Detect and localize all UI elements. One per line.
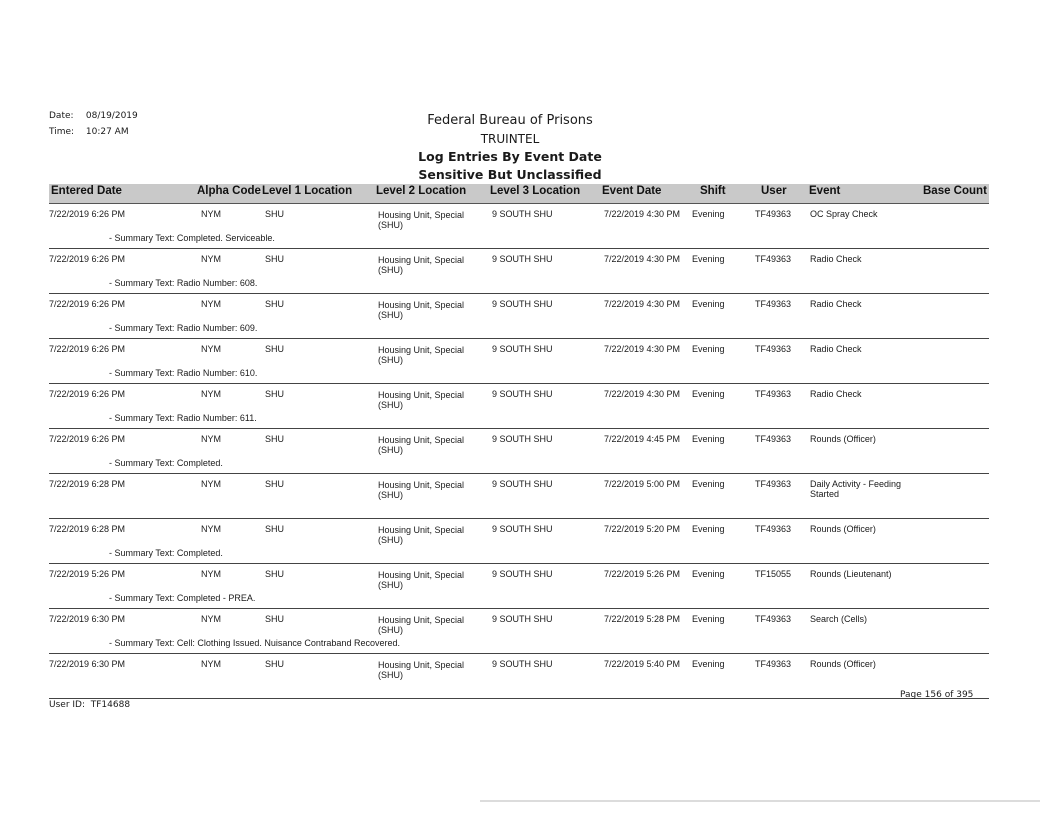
cell-level3-location: 9 SOUTH SHU xyxy=(492,209,553,219)
table-row xyxy=(49,654,989,699)
cell-entered-date: 7/22/2019 6:26 PM xyxy=(49,389,126,399)
cell-shift: Evening xyxy=(692,389,725,399)
cell-event: Radio Check xyxy=(810,254,862,264)
cell-shift: Evening xyxy=(692,479,725,489)
cell-alpha-code: NYM xyxy=(201,209,221,219)
user-id-value: TF14688 xyxy=(90,700,131,710)
row-summary-text: - Summary Text: Completed - PREA. xyxy=(109,593,256,603)
cell-event: Rounds (Officer) xyxy=(810,659,876,669)
cell-level2-location: Housing Unit, Special (SHU) xyxy=(378,615,465,635)
cell-user: TF49363 xyxy=(755,524,792,534)
cell-user: TF49363 xyxy=(755,659,792,669)
cell-alpha-code: NYM xyxy=(201,524,221,534)
cell-event-date: 7/22/2019 4:30 PM xyxy=(604,299,681,309)
table-row xyxy=(49,204,989,249)
cell-user: TF49363 xyxy=(755,344,792,354)
table-row xyxy=(49,339,989,384)
scan-artifact-line xyxy=(480,800,1040,802)
row-cells xyxy=(49,564,989,596)
cell-event-date: 7/22/2019 5:28 PM xyxy=(604,614,681,624)
row-summary-text xyxy=(49,683,989,695)
cell-level3-location: 9 SOUTH SHU xyxy=(492,389,553,399)
date-label: Date: xyxy=(49,111,74,121)
time-value: 10:27 AM xyxy=(85,127,129,137)
row-cells xyxy=(49,474,989,506)
cell-event: Rounds (Officer) xyxy=(810,524,876,534)
cell-entered-date: 7/22/2019 6:30 PM xyxy=(49,659,126,669)
cell-level2-location: Housing Unit, Special (SHU) xyxy=(378,525,465,545)
row-cells xyxy=(49,654,989,686)
cell-entered-date: 7/22/2019 6:26 PM xyxy=(49,209,126,219)
cell-alpha-code: NYM xyxy=(201,344,221,354)
user-id-label: User ID: xyxy=(49,700,85,710)
cell-event: OC Spray Check xyxy=(810,209,878,219)
cell-event: Search (Cells) xyxy=(810,614,868,624)
cell-user: TF49363 xyxy=(755,254,792,264)
cell-event-date: 7/22/2019 5:00 PM xyxy=(604,479,681,489)
cell-event: Radio Check xyxy=(810,299,862,309)
cell-level3-location: 9 SOUTH SHU xyxy=(492,344,553,354)
cell-user: TF15055 xyxy=(755,569,792,579)
row-summary-text: - Summary Text: Completed. xyxy=(109,458,223,468)
cell-alpha-code: NYM xyxy=(201,569,221,579)
col-base-count: Base Count xyxy=(923,185,987,197)
cell-level2-location: Housing Unit, Special (SHU) xyxy=(378,300,465,320)
cell-event: Rounds (Officer) xyxy=(810,434,876,444)
cell-level2-location: Housing Unit, Special (SHU) xyxy=(378,390,465,410)
cell-level1-location: SHU xyxy=(265,434,285,444)
cell-shift: Evening xyxy=(692,344,725,354)
cell-user: TF49363 xyxy=(755,479,792,489)
col-shift: Shift xyxy=(700,185,726,197)
cell-shift: Evening xyxy=(692,209,725,219)
cell-entered-date: 7/22/2019 6:28 PM xyxy=(49,479,126,489)
row-summary-text: - Summary Text: Radio Number: 610. xyxy=(109,368,258,378)
cell-level1-location: SHU xyxy=(265,209,285,219)
time-label: Time: xyxy=(49,127,75,137)
row-summary-text: - Summary Text: Radio Number: 609. xyxy=(109,323,258,333)
row-cells xyxy=(49,384,989,416)
cell-level2-location: Housing Unit, Special (SHU) xyxy=(378,570,465,590)
cell-user: TF49363 xyxy=(755,614,792,624)
table-row xyxy=(49,384,989,429)
table-row xyxy=(49,294,989,339)
cell-event-date: 7/22/2019 4:30 PM xyxy=(604,344,681,354)
cell-event-date: 7/22/2019 5:40 PM xyxy=(604,659,681,669)
row-cells xyxy=(49,339,989,371)
cell-level3-location: 9 SOUTH SHU xyxy=(492,479,553,489)
cell-event-date: 7/22/2019 4:30 PM xyxy=(604,389,681,399)
cell-level3-location: 9 SOUTH SHU xyxy=(492,614,553,624)
cell-level1-location: SHU xyxy=(265,254,285,264)
cell-entered-date: 7/22/2019 5:26 PM xyxy=(49,569,126,579)
cell-event-date: 7/22/2019 4:30 PM xyxy=(604,254,681,264)
cell-level1-location: SHU xyxy=(265,524,285,534)
cell-shift: Evening xyxy=(692,659,725,669)
cell-level3-location: 9 SOUTH SHU xyxy=(492,569,553,579)
table-row xyxy=(49,519,989,564)
cell-level1-location: SHU xyxy=(265,299,285,309)
cell-shift: Evening xyxy=(692,434,725,444)
cell-user: TF49363 xyxy=(755,299,792,309)
cell-level3-location: 9 SOUTH SHU xyxy=(492,254,553,264)
col-event-date: Event Date xyxy=(602,185,662,197)
cell-user: TF49363 xyxy=(755,209,792,219)
title-system: TRUINTEL xyxy=(480,132,540,146)
cell-alpha-code: NYM xyxy=(201,614,221,624)
row-cells xyxy=(49,429,989,461)
title-report-name: Log Entries By Event Date xyxy=(418,149,602,164)
row-summary-text: - Summary Text: Completed. xyxy=(109,548,223,558)
row-cells xyxy=(49,204,989,236)
cell-event-date: 7/22/2019 4:30 PM xyxy=(604,209,681,219)
col-entered-date: Entered Date xyxy=(51,185,122,197)
report-time xyxy=(49,127,129,137)
row-summary-text: - Summary Text: Completed. Serviceable. xyxy=(109,233,275,243)
cell-alpha-code: NYM xyxy=(201,254,221,264)
table-row xyxy=(49,249,989,294)
date-value: 08/19/2019 xyxy=(85,111,138,121)
cell-level2-location: Housing Unit, Special (SHU) xyxy=(378,435,465,455)
col-event: Event xyxy=(809,185,841,197)
table-row xyxy=(49,429,989,474)
cell-level2-location: Housing Unit, Special (SHU) xyxy=(378,255,465,275)
cell-event-date: 7/22/2019 5:26 PM xyxy=(604,569,681,579)
cell-shift: Evening xyxy=(692,254,725,264)
cell-alpha-code: NYM xyxy=(201,659,221,669)
cell-shift: Evening xyxy=(692,299,725,309)
col-user: User xyxy=(761,185,787,197)
row-summary-text: - Summary Text: Cell: Clothing Issued. Nuisance Contraband Recovered. xyxy=(109,638,400,648)
cell-entered-date: 7/22/2019 6:30 PM xyxy=(49,614,126,624)
cell-alpha-code: NYM xyxy=(201,389,221,399)
cell-user: TF49363 xyxy=(755,389,792,399)
cell-user: TF49363 xyxy=(755,434,792,444)
cell-event-date: 7/22/2019 4:45 PM xyxy=(604,434,681,444)
row-cells xyxy=(49,294,989,326)
cell-level2-location: Housing Unit, Special (SHU) xyxy=(378,345,465,365)
row-cells xyxy=(49,249,989,281)
cell-alpha-code: NYM xyxy=(201,299,221,309)
report-date xyxy=(49,111,138,121)
cell-entered-date: 7/22/2019 6:26 PM xyxy=(49,344,126,354)
cell-level1-location: SHU xyxy=(265,479,285,489)
cell-alpha-code: NYM xyxy=(201,479,221,489)
log-entries xyxy=(49,204,989,699)
table-row xyxy=(49,564,989,609)
row-summary-text: - Summary Text: Radio Number: 611. xyxy=(109,413,257,423)
col-alpha-code: Alpha Code xyxy=(197,185,261,197)
cell-level2-location: Housing Unit, Special (SHU) xyxy=(378,210,465,230)
table-header xyxy=(49,184,989,204)
cell-level1-location: SHU xyxy=(265,389,285,399)
cell-level1-location: SHU xyxy=(265,614,285,624)
title-agency: Federal Bureau of Prisons xyxy=(427,113,593,128)
row-cells xyxy=(49,519,989,551)
cell-level3-location: 9 SOUTH SHU xyxy=(492,524,553,534)
cell-event-date: 7/22/2019 5:20 PM xyxy=(604,524,681,534)
row-summary-text xyxy=(49,503,989,515)
cell-shift: Evening xyxy=(692,569,725,579)
cell-level3-location: 9 SOUTH SHU xyxy=(492,659,553,669)
cell-level2-location: Housing Unit, Special (SHU) xyxy=(378,660,465,680)
cell-alpha-code: NYM xyxy=(201,434,221,444)
footer-user-id xyxy=(49,700,130,710)
row-cells xyxy=(49,609,989,641)
col-level3-location: Level 3 Location xyxy=(490,185,581,197)
col-level2-location: Level 2 Location xyxy=(376,185,467,197)
cell-event: Daily Activity - Feeding Started xyxy=(810,479,902,499)
cell-entered-date: 7/22/2019 6:26 PM xyxy=(49,434,126,444)
cell-event: Radio Check xyxy=(810,344,862,354)
table-row xyxy=(49,609,989,654)
cell-entered-date: 7/22/2019 6:26 PM xyxy=(49,299,126,309)
cell-level3-location: 9 SOUTH SHU xyxy=(492,434,553,444)
cell-entered-date: 7/22/2019 6:28 PM xyxy=(49,524,126,534)
row-summary-text: - Summary Text: Radio Number: 608. xyxy=(109,278,258,288)
cell-level1-location: SHU xyxy=(265,569,285,579)
col-level1-location: Level 1 Location xyxy=(262,185,353,197)
page-number: Page 156 of 395 xyxy=(900,690,974,700)
cell-level2-location: Housing Unit, Special (SHU) xyxy=(378,480,465,500)
cell-level1-location: SHU xyxy=(265,344,285,354)
cell-shift: Evening xyxy=(692,614,725,624)
cell-level3-location: 9 SOUTH SHU xyxy=(492,299,553,309)
cell-entered-date: 7/22/2019 6:26 PM xyxy=(49,254,126,264)
cell-level1-location: SHU xyxy=(265,659,285,669)
report-title xyxy=(300,112,720,184)
table-row xyxy=(49,474,989,519)
cell-event: Radio Check xyxy=(810,389,862,399)
cell-shift: Evening xyxy=(692,524,725,534)
title-classification: Sensitive But Unclassified xyxy=(418,167,602,182)
cell-event: Rounds (Lieutenant) xyxy=(810,569,892,579)
